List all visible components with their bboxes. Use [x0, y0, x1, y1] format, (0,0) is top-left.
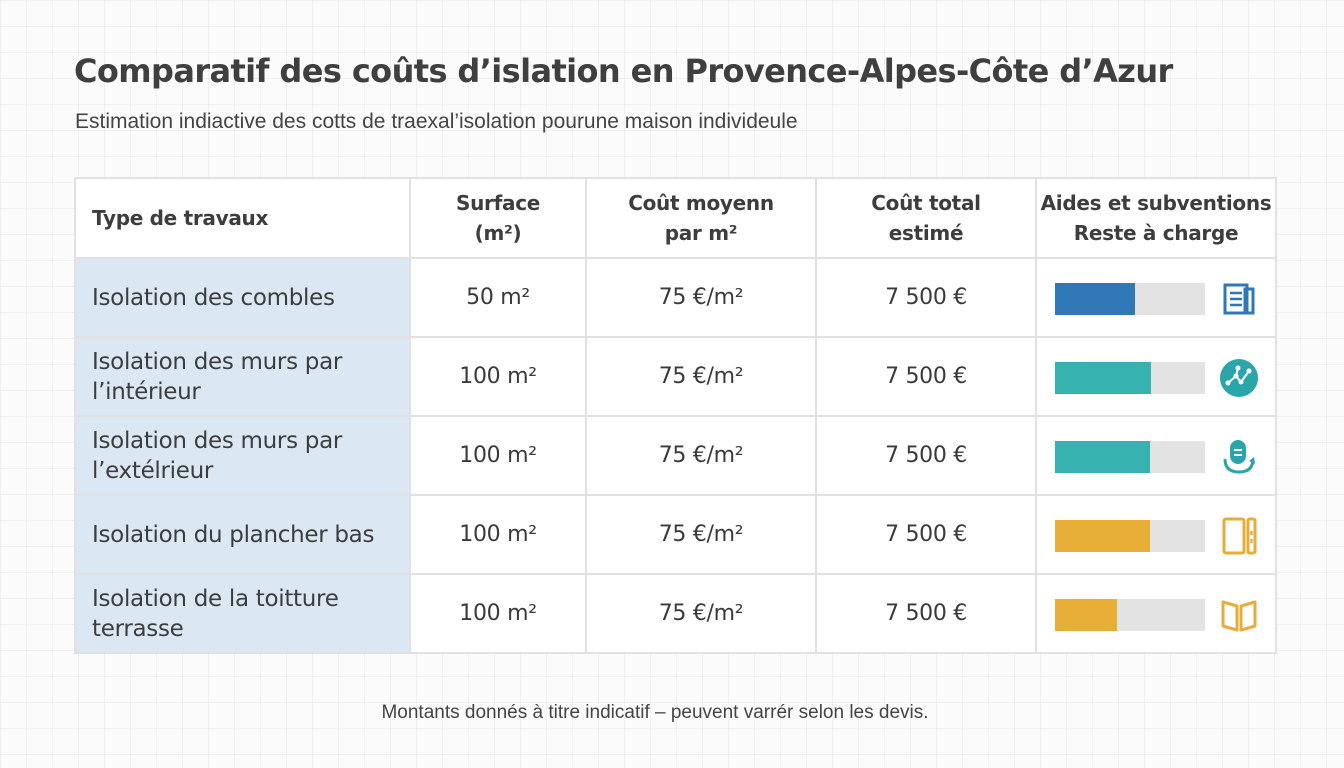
- microphone-icon: [1219, 437, 1259, 477]
- header-cost-line1: Coût moyenn: [628, 191, 774, 215]
- network-icon: [1219, 358, 1259, 398]
- table-row: [75, 258, 1276, 337]
- header-aids: [1036, 178, 1276, 258]
- cost-comparison-table: [74, 177, 1277, 654]
- row-label-line2: l’intérieur: [92, 378, 201, 405]
- header-cost-per-m2: [586, 178, 816, 258]
- header-total: [816, 178, 1036, 258]
- row-label-cell: [75, 258, 410, 337]
- table-row: [75, 416, 1276, 495]
- aid-progress-track: [1055, 520, 1205, 552]
- row-label-line2: l’extélrieur: [92, 457, 214, 484]
- row-label-cell: [75, 416, 410, 495]
- row-label-line1: Isolation des murs par: [92, 427, 343, 454]
- header-surface: [410, 178, 586, 258]
- row-label-line1: Isolation des murs par: [92, 348, 343, 375]
- header-surface-line1: Surface: [455, 191, 541, 215]
- table-header-row: [75, 178, 1276, 258]
- total-cost-cell: 7 500 €: [816, 416, 1036, 495]
- header-aids-line1: Aides et subventions: [1040, 191, 1272, 215]
- row-label-cell: [75, 495, 410, 574]
- header-type: [75, 178, 410, 258]
- row-label-line1: Isolation de la toitture: [92, 585, 339, 612]
- footnote: Montants donnés à titre indicatif – peuvent varrér selon les devis.: [381, 702, 929, 723]
- row-label-line1: Isolation des combles: [92, 284, 335, 311]
- aid-progress-track: [1055, 283, 1205, 315]
- aid-progress-fill: [1055, 362, 1151, 394]
- aid-progress-track: [1055, 599, 1205, 631]
- aids-cell: [1036, 416, 1276, 495]
- cost-per-m2-cell: 75 €/m²: [586, 258, 816, 337]
- cost-per-m2-cell: 75 €/m²: [586, 495, 816, 574]
- total-cost-cell: 7 500 €: [816, 495, 1036, 574]
- surface-cell: 50 m²: [410, 258, 586, 337]
- total-cost-cell: 7 500 €: [816, 258, 1036, 337]
- table-row: [75, 495, 1276, 574]
- aids-cell: [1036, 258, 1276, 337]
- row-label-line2: terrasse: [92, 615, 184, 642]
- table-row: [75, 337, 1276, 416]
- row-label-line1: Isolation du plancher bas: [92, 521, 375, 548]
- total-cost-cell: 7 500 €: [816, 574, 1036, 653]
- aid-progress-fill: [1055, 283, 1135, 315]
- header-cost-line2: par m²: [664, 221, 738, 245]
- surface-cell: 100 m²: [410, 416, 586, 495]
- aids-cell: [1036, 337, 1276, 416]
- aid-progress-fill: [1055, 441, 1150, 473]
- surface-cell: 100 m²: [410, 495, 586, 574]
- aid-progress-track: [1055, 362, 1205, 394]
- document-icon: [1219, 279, 1259, 319]
- aid-progress-fill: [1055, 599, 1117, 631]
- surface-cell: 100 m²: [410, 337, 586, 416]
- header-total-line2: estimé: [888, 221, 964, 245]
- page-subtitle: Estimation indiactive des cotts de traexal’isolation pourune maison individeule: [75, 110, 798, 133]
- row-label-cell: [75, 574, 410, 653]
- header-surface-line2: (m²): [474, 221, 522, 245]
- header-aids-line2: Reste à charge: [1073, 221, 1239, 245]
- header-type-label: Type de travaux: [92, 206, 269, 230]
- panel-icon: [1219, 516, 1259, 556]
- cost-per-m2-cell: 75 €/m²: [586, 574, 816, 653]
- aid-progress-fill: [1055, 520, 1150, 552]
- cost-per-m2-cell: 75 €/m²: [586, 337, 816, 416]
- cost-per-m2-cell: 75 €/m²: [586, 416, 816, 495]
- aids-cell: [1036, 495, 1276, 574]
- open-book-icon: [1219, 595, 1259, 635]
- table-row: [75, 574, 1276, 653]
- aid-progress-track: [1055, 441, 1205, 473]
- aids-cell: [1036, 574, 1276, 653]
- header-total-line1: Coût total: [871, 191, 981, 215]
- total-cost-cell: 7 500 €: [816, 337, 1036, 416]
- row-label-cell: [75, 337, 410, 416]
- page-title: Comparatif des coûts d’islation en Provence-Alpes-Côte d’Azur: [74, 52, 1173, 90]
- surface-cell: 100 m²: [410, 574, 586, 653]
